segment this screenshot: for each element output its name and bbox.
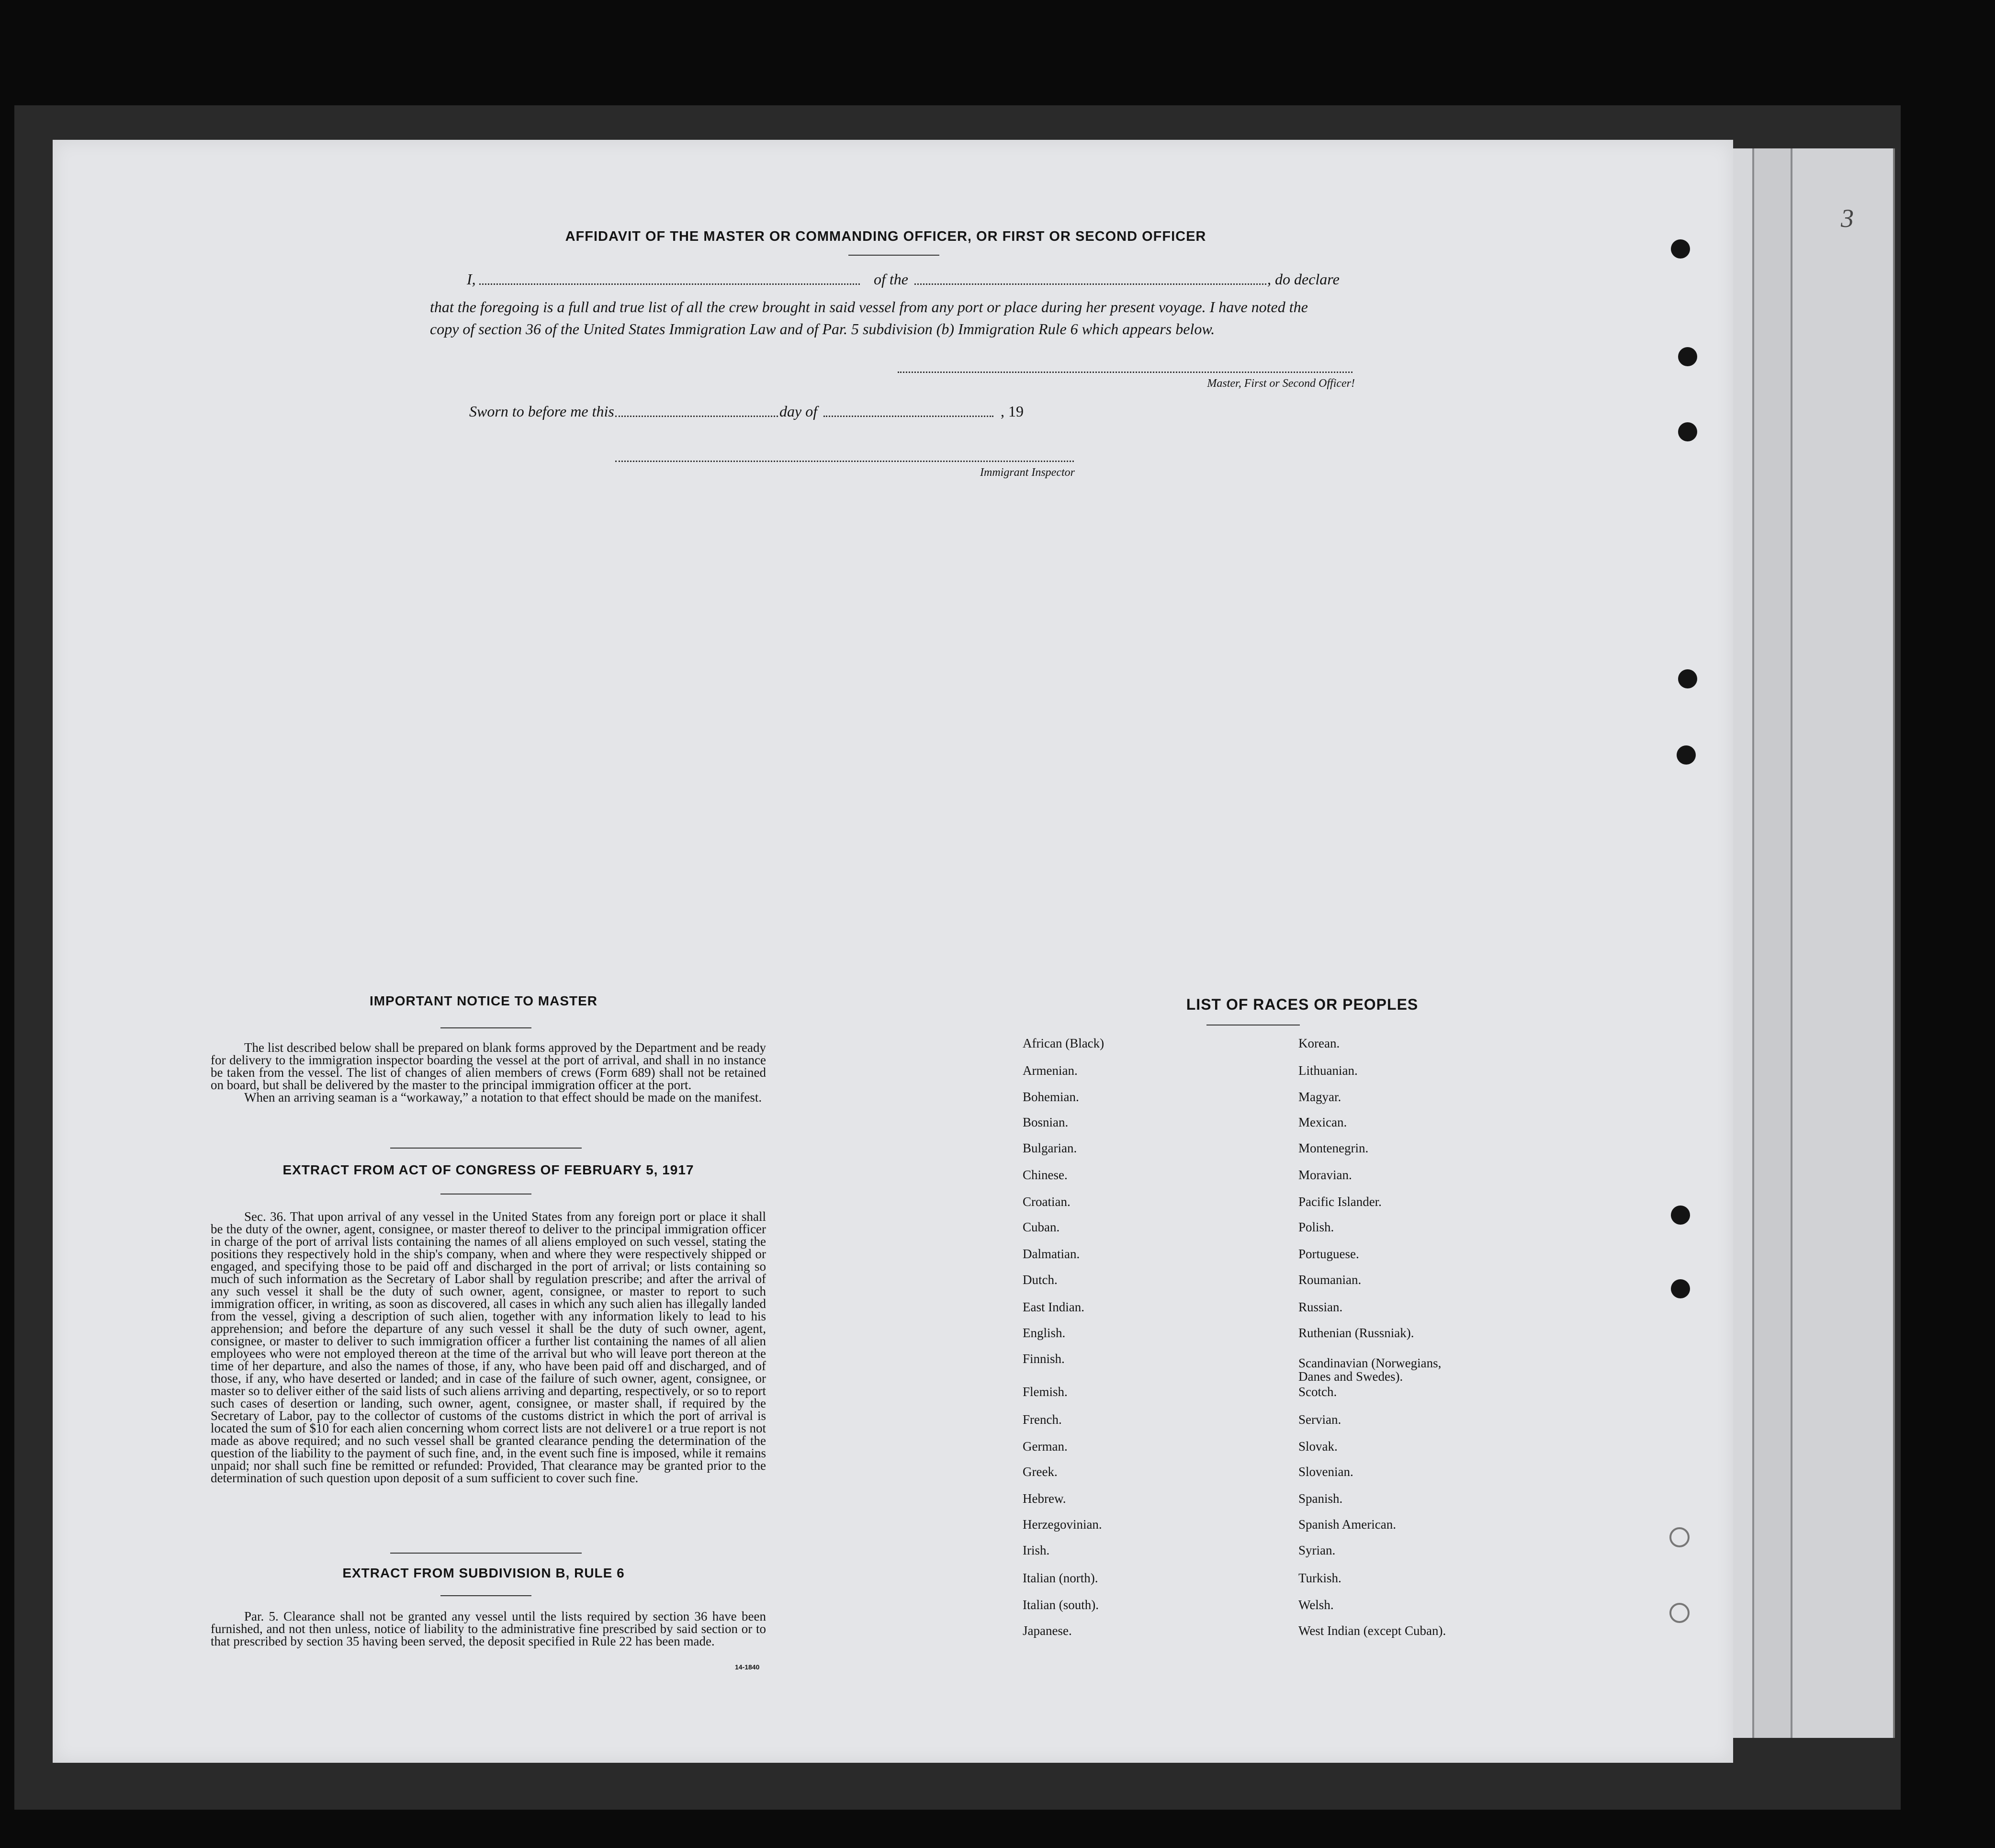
- punch-hole: [1669, 1603, 1690, 1623]
- par-5-text: Par. 5. Clearance shall not be granted any vessel until the lists required by section 36 have been furnished, and not then unless, notice of liability to the administrative fine prescribed by said section or to that prescribed by section 35 having been served, the deposit specified in Rule 22 has been made.: [211, 1609, 766, 1648]
- day-of-label: day of: [779, 403, 818, 420]
- notice-paragraph-2: When an arriving seaman is a “workaway,” a notation to that effect should be made on the manifest.: [244, 1090, 762, 1104]
- punch-hole: [1671, 239, 1690, 259]
- punch-hole: [1669, 1527, 1690, 1547]
- race-entry: Slovenian.: [1298, 1465, 1353, 1479]
- race-entry: Finnish.: [1023, 1352, 1065, 1366]
- race-entry: Russian.: [1298, 1300, 1343, 1314]
- rule-title-rule: [440, 1595, 531, 1596]
- race-entry: Japanese.: [1023, 1623, 1072, 1638]
- rule-extract-title: EXTRACT FROM SUBDIVISION B, RULE 6: [342, 1566, 625, 1580]
- race-entry: Korean.: [1298, 1036, 1340, 1050]
- affidavit-line2: that the foregoing is a full and true list of all the crew brought in said vessel from any port or place during her present voyage. I have noted the: [430, 298, 1308, 316]
- notice-body: [211, 1041, 766, 1104]
- race-entry: Dutch.: [1023, 1273, 1058, 1287]
- race-entry: Bulgarian.: [1023, 1141, 1077, 1155]
- race-entry: Montenegrin.: [1298, 1141, 1369, 1155]
- race-entry: Scandinavian (Norwegians, Danes and Swedes).: [1298, 1356, 1442, 1384]
- title-underline: [848, 255, 939, 256]
- punch-hole: [1678, 669, 1697, 688]
- race-entry: Ruthenian (Russniak).: [1298, 1326, 1414, 1340]
- race-entry: Servian.: [1298, 1412, 1341, 1427]
- race-entry: Pacific Islander.: [1298, 1194, 1382, 1209]
- signature-line[interactable]: [898, 372, 1353, 373]
- notice-paragraph-1: The list described below shall be prepared on blank forms approved by the Department and be ready for delivery to the immigration inspector boarding the vessel at the port of arrival, and shall in no instance be taken from the vessel. The list of changes of alien members of crews (Form 689) shall not be retained on board, but shall be delivered by the master to the principal immigration officer at the port.: [211, 1040, 766, 1092]
- race-entry: Syrian.: [1298, 1543, 1336, 1557]
- race-entry: Portuguese.: [1298, 1247, 1359, 1261]
- race-entry: Spanish.: [1298, 1491, 1343, 1506]
- race-entry: Bosnian.: [1023, 1115, 1069, 1129]
- races-title: LIST OF RACES OR PEOPLES: [1186, 996, 1419, 1013]
- sworn-year-label: , 19: [1001, 403, 1024, 420]
- sworn-month-blank[interactable]: [823, 416, 993, 417]
- affidavit-line3: copy of section 36 of the United States Immigration Law and of Par. 5 subdivision (b) Immigration Rule 6 which appears below.: [430, 320, 1215, 338]
- race-entry: Polish.: [1298, 1220, 1334, 1234]
- race-entry: Magyar.: [1298, 1090, 1341, 1104]
- act-extract-body: [211, 1210, 766, 1545]
- rule-extract-body: [211, 1610, 766, 1647]
- section-divider: [390, 1553, 582, 1554]
- sworn-prefix: Sworn to before me this: [469, 403, 614, 420]
- inspector-signature-line[interactable]: [615, 461, 1074, 462]
- sheet-number: 3: [1841, 204, 1854, 233]
- affidavit-line1: [467, 268, 1357, 290]
- race-entry: Irish.: [1023, 1543, 1050, 1557]
- race-entry: Cuban.: [1023, 1220, 1060, 1234]
- sworn-line: [469, 400, 1044, 422]
- punch-hole: [1678, 422, 1697, 441]
- section-divider: [390, 1148, 582, 1149]
- race-entry: Mexican.: [1298, 1115, 1347, 1129]
- race-entry: African (Black): [1023, 1036, 1105, 1050]
- race-entry: Slovak.: [1298, 1439, 1338, 1454]
- punch-hole: [1678, 347, 1697, 366]
- underlying-sheet: [1791, 148, 1895, 1738]
- race-entry: Spanish American.: [1298, 1517, 1396, 1532]
- race-entry: Hebrew.: [1023, 1491, 1066, 1506]
- race-entry: East Indian.: [1023, 1300, 1084, 1314]
- affidavit-title: AFFIDAVIT OF THE MASTER OR COMMANDING OFFICER, OR FIRST OR SECOND OFFICER: [565, 229, 1206, 244]
- do-declare-label: , do declare: [1267, 270, 1340, 288]
- race-entry: English.: [1023, 1326, 1066, 1340]
- race-entry: French.: [1023, 1412, 1062, 1427]
- vessel-name-blank[interactable]: [914, 283, 1266, 285]
- punch-hole: [1671, 1206, 1690, 1225]
- form-number: 14-1840: [735, 1663, 760, 1671]
- race-entry: Greek.: [1023, 1465, 1058, 1479]
- act-extract-title: EXTRACT FROM ACT OF CONGRESS OF FEBRUARY 5, 1917: [282, 1162, 694, 1177]
- race-entry: Dalmatian.: [1023, 1247, 1080, 1261]
- declarant-name-blank[interactable]: [479, 283, 860, 285]
- race-entry: Chinese.: [1023, 1168, 1068, 1182]
- signature-label: Master, First or Second Officer!: [1207, 377, 1355, 390]
- sworn-day-blank[interactable]: [615, 416, 778, 417]
- race-entry: Flemish.: [1023, 1385, 1068, 1399]
- declarant-prefix: I,: [467, 270, 476, 288]
- race-entry: Welsh.: [1298, 1598, 1334, 1612]
- race-entry: Armenian.: [1023, 1063, 1078, 1078]
- punch-hole: [1677, 745, 1696, 765]
- race-entry: Italian (south).: [1023, 1598, 1099, 1612]
- race-entry: Italian (north).: [1023, 1571, 1098, 1585]
- of-the-label: of the: [874, 270, 908, 288]
- inspector-label: Immigrant Inspector: [980, 466, 1075, 479]
- punch-hole: [1671, 1279, 1690, 1298]
- notice-title-rule: [440, 1027, 531, 1028]
- race-entry: West Indian (except Cuban).: [1298, 1623, 1446, 1638]
- races-list: [1023, 1037, 1549, 1664]
- notice-title: IMPORTANT NOTICE TO MASTER: [369, 993, 598, 1008]
- race-entry: Roumanian.: [1298, 1273, 1362, 1287]
- race-entry: German.: [1023, 1439, 1068, 1454]
- race-entry: Croatian.: [1023, 1194, 1071, 1209]
- race-entry: Turkish.: [1298, 1571, 1341, 1585]
- race-entry: Moravian.: [1298, 1168, 1352, 1182]
- race-entry: Lithuanian.: [1298, 1063, 1358, 1078]
- section-36-text: Sec. 36. That upon arrival of any vessel in the United States from any foreign port or place it shall be the duty of the owner, agent, consignee, or master thereof to deliver to the principal immigration officer in charge of the port of arrival lists containing the names of all aliens employed on such vessel, stating the positions they respectively hold in the ship's company, when and where they were respectively shipped or engaged, and specifying those to be paid off and discharged in the port of arrival; or lists containing so much of such information as the Secretary of Labor shall by regulation prescribe; and after the arrival of any such vessel it shall be the duty of such owner, agent, consignee, or master to report to such immigration officer, in writing, as soon as discovered, all cases in which any such alien has illegally landed from the vessel, giving a description of such alien, together with any information likely to lead to his apprehension; and before the departure of any such vessel it shall be the duty of such owner, agent, consignee, or master to deliver to such immigration officer a further list containing the names of all alien employees who were not employed thereon at the time of the arrival but who will leave port thereon at the time of her departure, and also the names of those, if any, who have been paid off and discharged, and of those, if any, who have deserted or landed; and in case of the failure of such owner, agent, consignee, or master so to deliver either of the said lists of such aliens arriving and departing, respectively, or so to report such cases of desertion or landing, such owner, agent, consignee, or master shall, if required by the Secretary of Labor, pay to the collector of customs of the customs district in which the port of arrival is located the sum of $10 for each alien concerning whom correct lists are not delivere1 or a true report is not made as above required; and no such vessel shall be granted clearance pending the determination of the question of the liability to the payment of such fine, and, in the event such fine is imposed, while it remains unpaid; nor shall such fine be remitted or refunded: Provided, That clearance may be granted prior to the determination of such question upon deposit of a sum sufficient to cover such fine.: [211, 1210, 766, 1485]
- race-entry: Herzegovinian.: [1023, 1517, 1102, 1532]
- race-entry: Bohemian.: [1023, 1090, 1079, 1104]
- race-entry: Scotch.: [1298, 1385, 1337, 1399]
